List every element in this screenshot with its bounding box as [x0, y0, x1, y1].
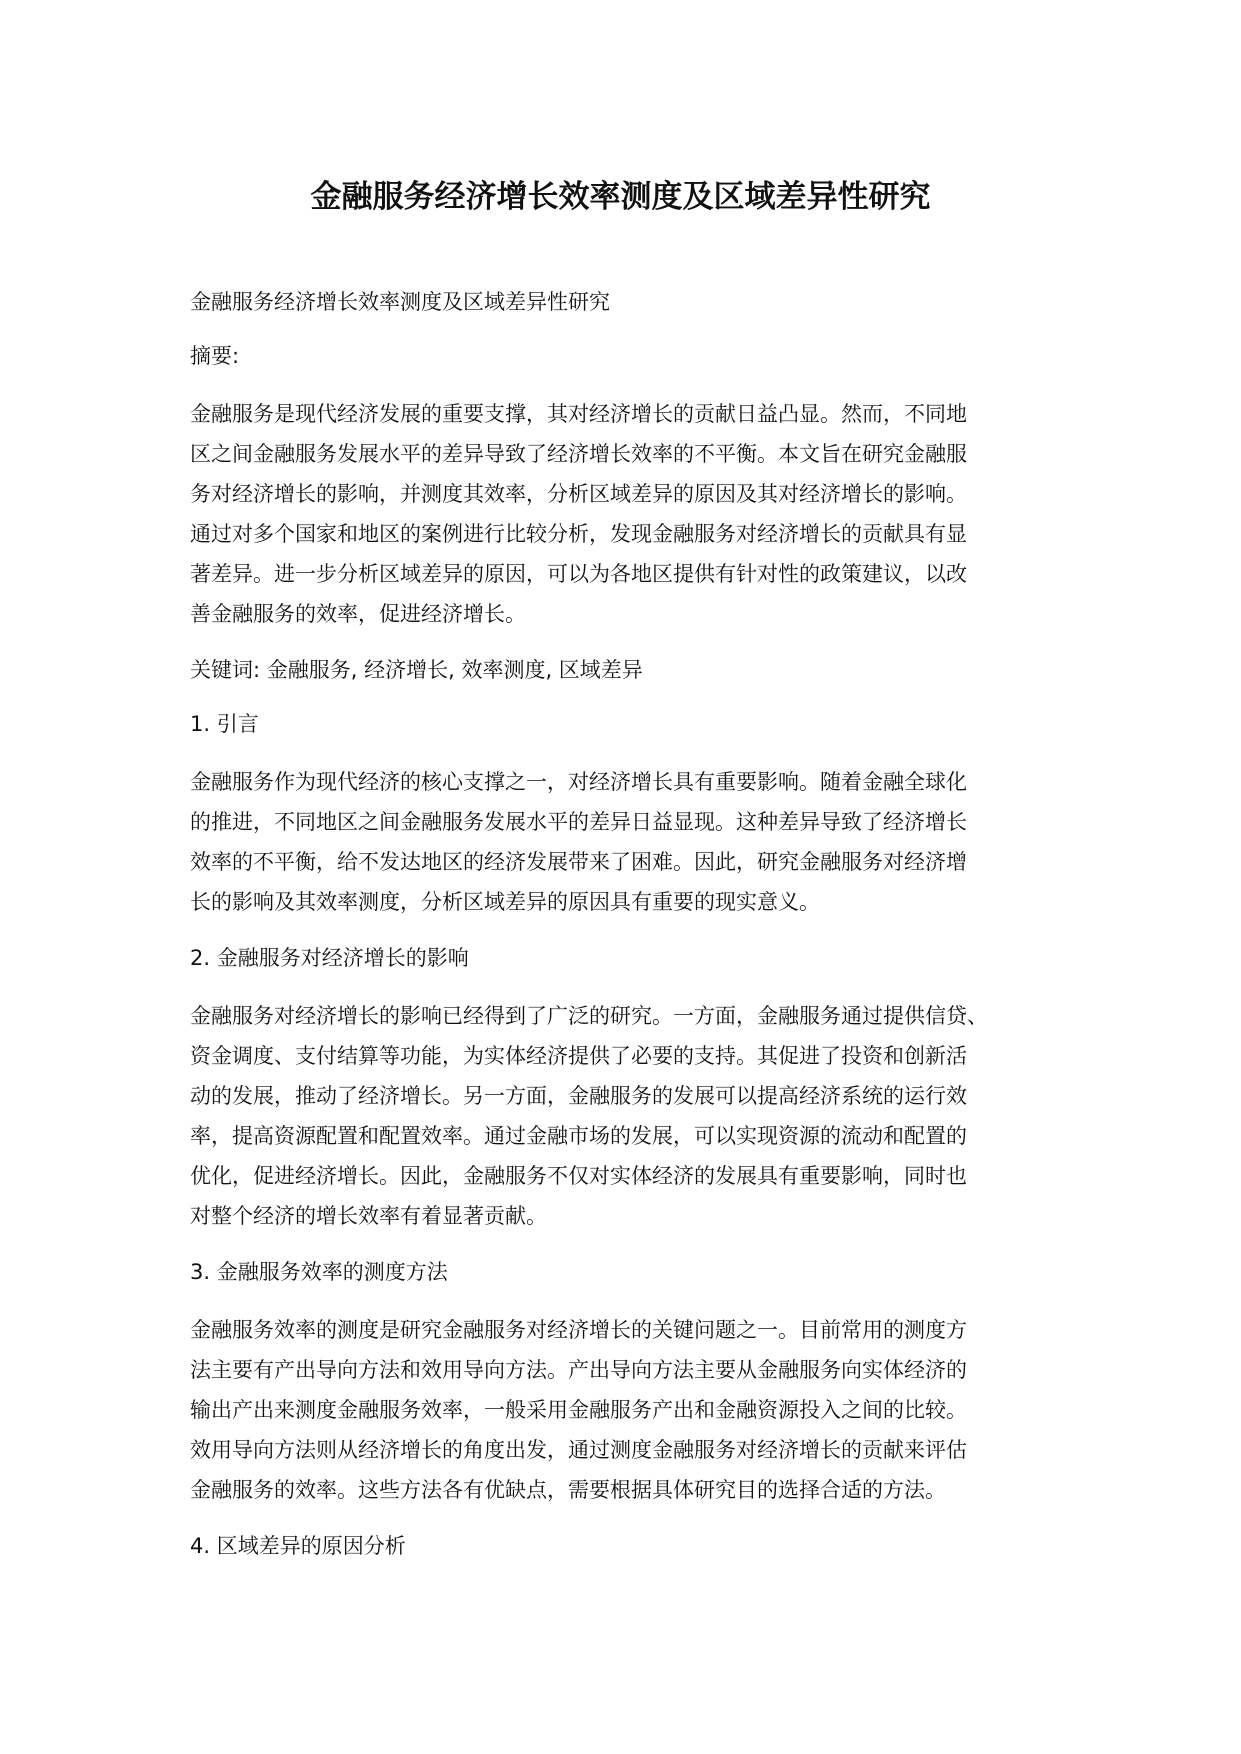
paragraph-line: 动的发展，推动了经济增长。另一方面，金融服务的发展可以提高经济系统的运行效 [190, 1084, 967, 1108]
paragraph-line: 法主要有产出导向方法和效用导向方法。产出导向方法主要从金融服务向实体经济的 [190, 1358, 967, 1382]
paragraph-line: 的推进，不同地区之间金融服务发展水平的差异日益显现。这种差异导致了经济增长 [190, 810, 967, 834]
paragraph-line: 效用导向方法则从经济增长的角度出发，通过测度金融服务对经济增长的贡献来评估 [190, 1438, 967, 1462]
abstract-line: 金融服务是现代经济发展的重要支撑，其对经济增长的贡献日益凸显。然而，不同地 [190, 402, 967, 426]
paragraph-line: 金融服务对经济增长的影响已经得到了广泛的研究。一方面，金融服务通过提供信贷、 [190, 1004, 988, 1028]
abstract-paragraph [190, 394, 1090, 634]
paragraph-line: 率，提高资源配置和配置效率。通过金融市场的发展，可以实现资源的流动和配置的 [190, 1124, 967, 1148]
paragraph-line: 金融服务作为现代经济的核心支撑之一，对经济增长具有重要影响。随着金融全球化 [190, 770, 967, 794]
abstract-line: 务对经济增长的影响，并测度其效率，分析区域差异的原因及其对经济增长的影响。 [190, 482, 967, 506]
paragraph-line: 金融服务效率的测度是研究金融服务对经济增长的关键问题之一。目前常用的测度方 [190, 1318, 967, 1342]
abstract-line: 著差异。进一步分析区域差异的原因，可以为各地区提供有针对性的政策建议，以改 [190, 562, 967, 586]
paragraph-line: 优化，促进经济增长。因此，金融服务不仅对实体经济的发展具有重要影响，同时也 [190, 1164, 967, 1188]
section-heading: 1. 引言 [190, 712, 259, 736]
paragraph-line: 效率的不平衡，给不发达地区的经济发展带来了困难。因此，研究金融服务对经济增 [190, 850, 967, 874]
paragraph-line: 长的影响及其效率测度，分析区域差异的原因具有重要的现实意义。 [190, 890, 820, 914]
section-heading: 3. 金融服务效率的测度方法 [190, 1260, 448, 1284]
abstract-line: 善金融服务的效率，促进经济增长。 [190, 602, 526, 626]
abstract-line: 通过对多个国家和地区的案例进行比较分析，发现金融服务对经济增长的贡献具有显 [190, 522, 967, 546]
paragraph-line: 对整个经济的增长效率有着显著贡献。 [190, 1204, 547, 1228]
abstract-line: 区之间金融服务发展水平的差异导致了经济增长效率的不平衡。本文旨在研究金融服 [190, 442, 967, 466]
paragraph-line: 资金调度、支付结算等功能，为实体经济提供了必要的支持。其促进了投资和创新活 [190, 1044, 967, 1068]
section-heading: 4. 区域差异的原因分析 [190, 1534, 406, 1558]
document-title: 金融服务经济增长效率测度及区域差异性研究 [310, 179, 931, 215]
keywords-line: 关键词: 金融服务, 经济增长, 效率测度, 区域差异 [190, 658, 643, 682]
section-paragraph [190, 996, 1090, 1236]
section-paragraph [190, 762, 1090, 922]
document-subtitle: 金融服务经济增长效率测度及区域差异性研究 [190, 290, 610, 314]
document-body [190, 286, 1090, 1562]
section-heading: 2. 金融服务对经济增长的影响 [190, 946, 469, 970]
paragraph-line: 金融服务的效率。这些方法各有优缺点，需要根据具体研究目的选择合适的方法。 [190, 1478, 946, 1502]
paragraph-line: 输出产出来测度金融服务效率，一般采用金融服务产出和金融资源投入之间的比较。 [190, 1398, 967, 1422]
section-paragraph [190, 1310, 1090, 1510]
abstract-label: 摘要: [190, 344, 240, 368]
